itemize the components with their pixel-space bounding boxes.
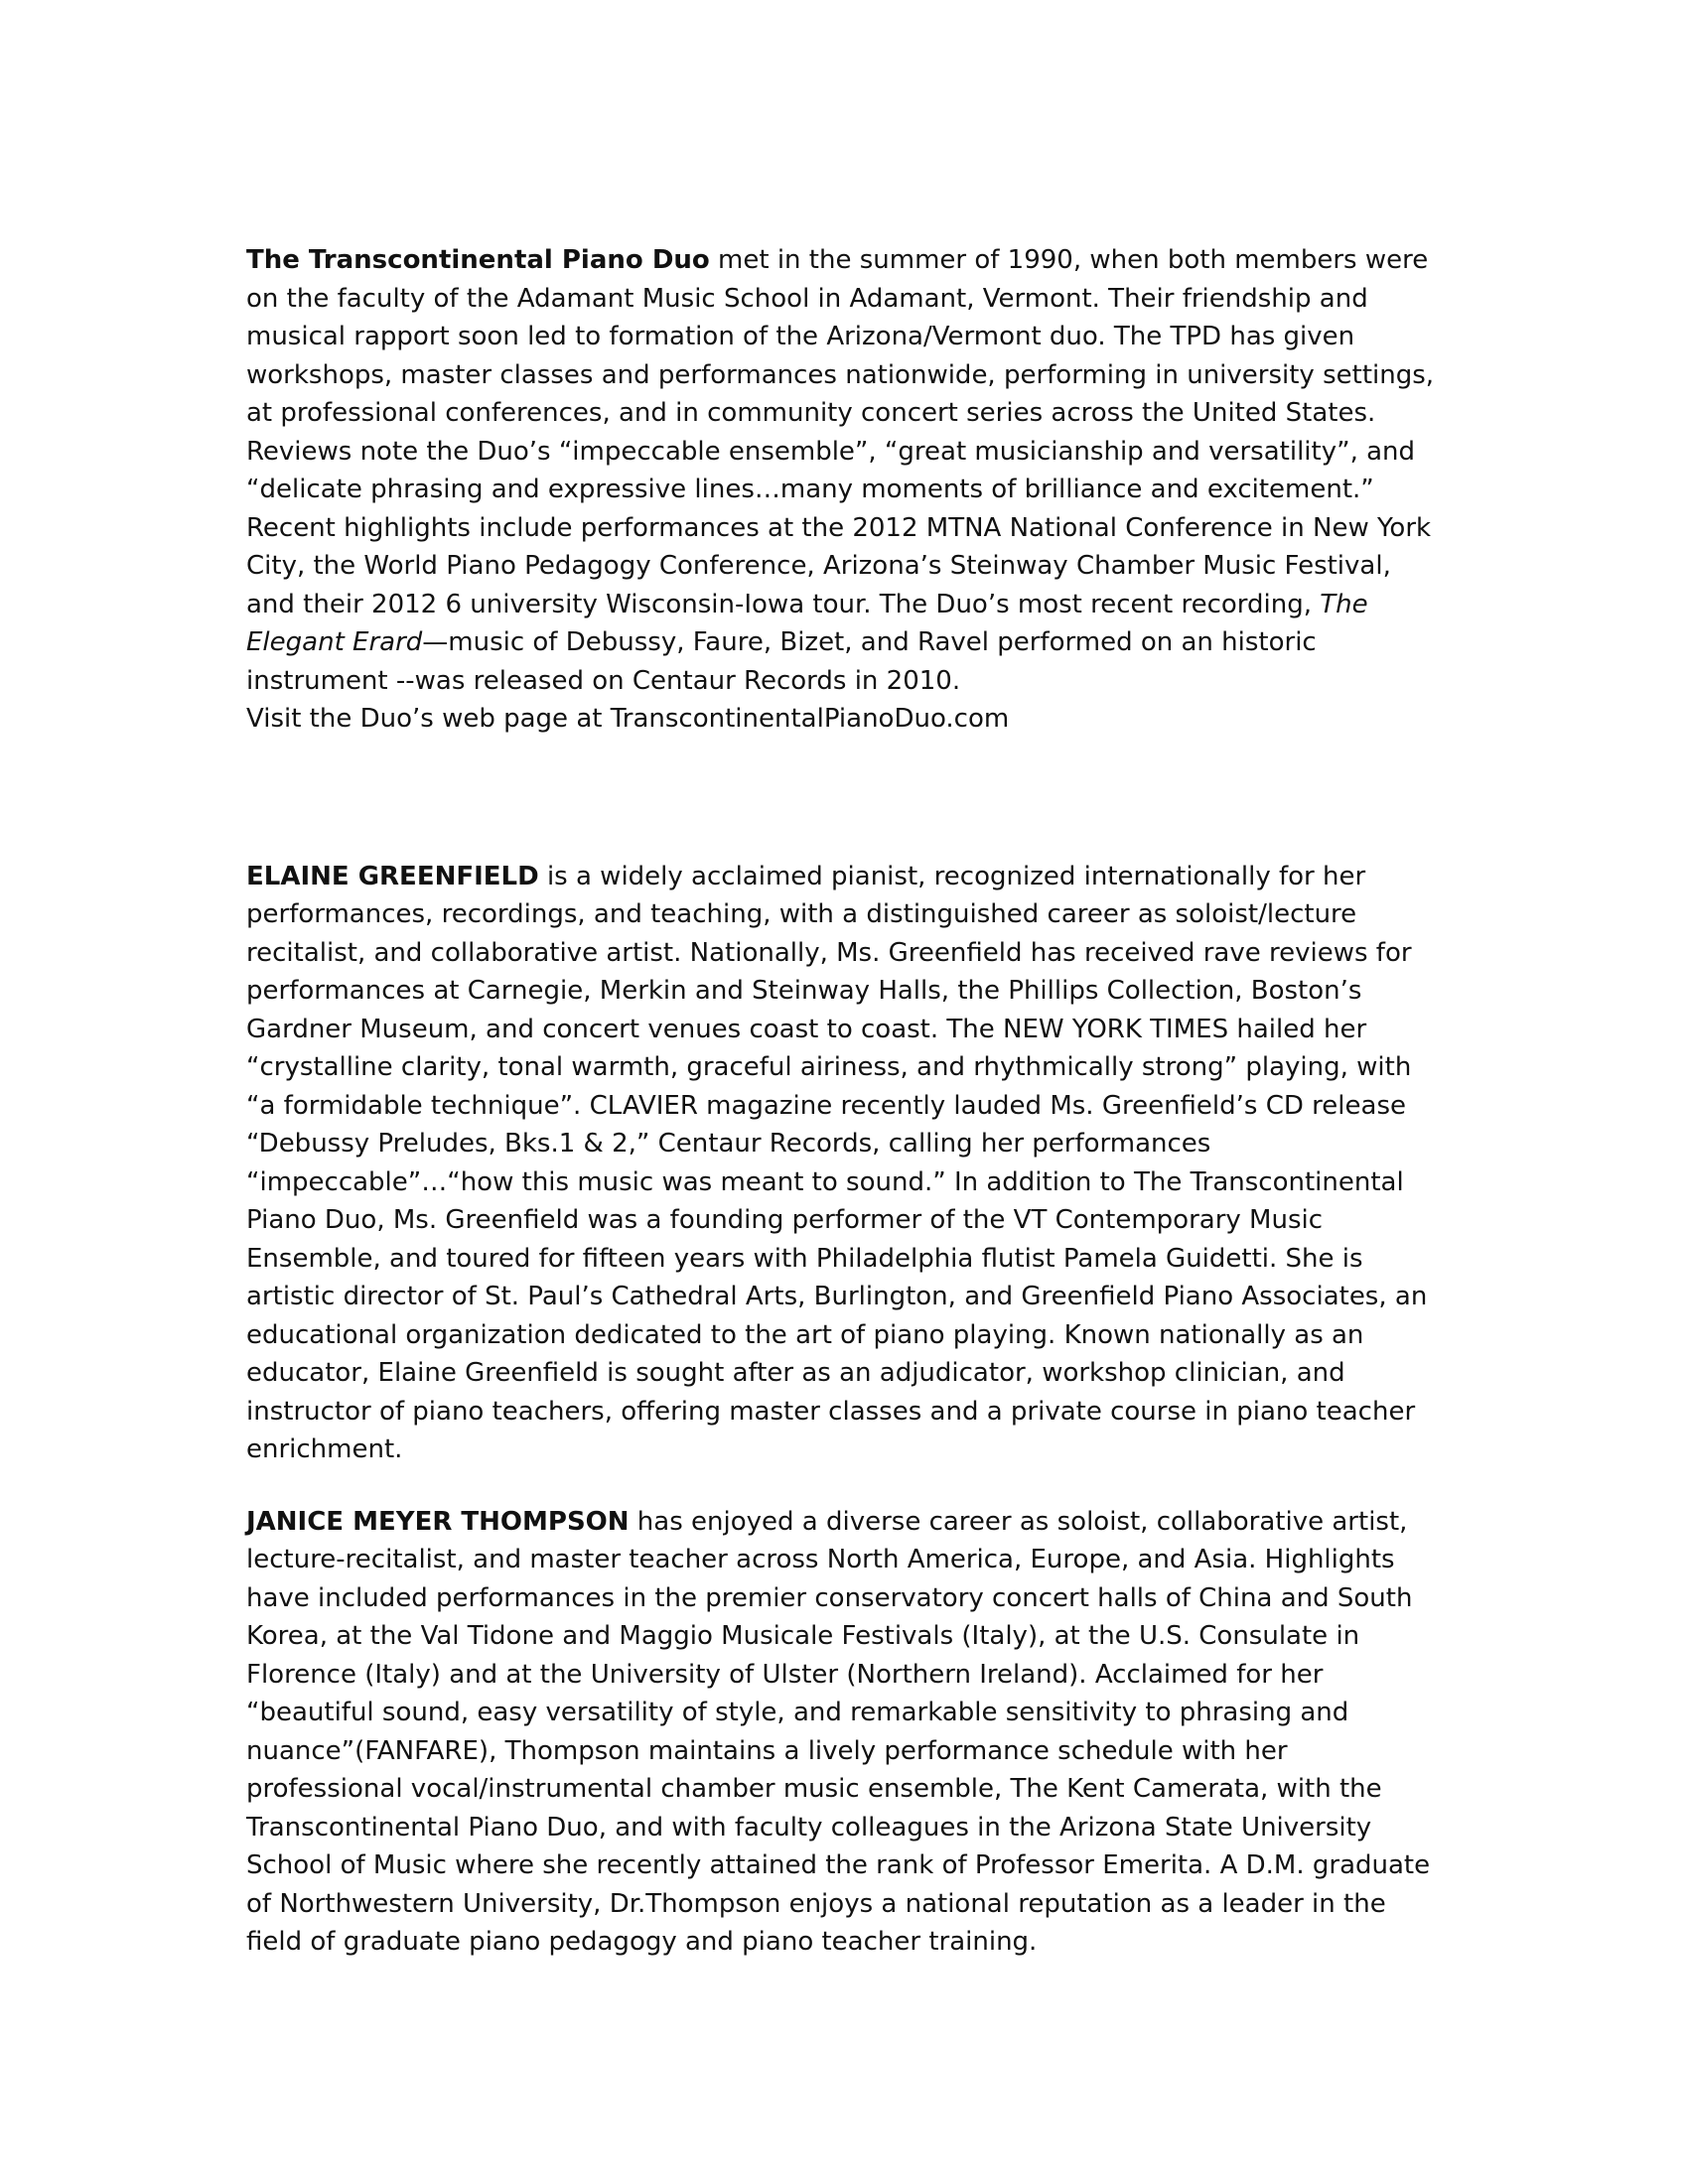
duo-bio-text: met in the summer of 1990, when both members were on the faculty of the Adamant Music School in Adamant, Vermont. Their friendship and musical rapport soon led to formation of the Arizona/Vermont duo. The TPD has given workshops, master classes and performances nationwide, performing in university settings, at professional conferences, and in community concert series across the United States. Reviews note the Duo’s “impeccable ensemble”, “great musicianship and versatility”, and “delicate phrasing and expressive lines…many moments of brilliance and excitement.” Recent highlights include performances at the 2012 MTNA National Conference in New York City, the World Piano Pedagogy Conference, Arizona’s Steinway Chamber Music Festival, and their 2012 6 university Wisconsin-Iowa tour. The Duo’s most recent recording, bbox=[246, 245, 1435, 619]
section-spacer bbox=[246, 739, 1438, 858]
thompson-bio-text: has enjoyed a diverse career as soloist, collaborative artist, lecture-recitalist, and master teacher across North America, Europe, and Asia. Highlights have included performances in the premier conservatory concert halls of China and South Korea, at the Val Tidone and Maggio Musicale Festivals (Italy), at the U.S. Consulate in Florence (Italy) and at the University of Ulster (Northern Ireland). Acclaimed for her “beautiful sound, easy versatility of style, and remarkable sensitivity to phrasing and nuance”(FANFARE), Thompson maintains a lively performance schedule with her professional vocal/instrumental chamber music ensemble, The Kent Camerata, with the Transcontinental Piano Duo, and with faculty colleagues in the Arizona State University School of Music where she recently attained the rank of Professor Emerita. A D.M. graduate of Northwestern University, Dr.Thompson enjoys a national reputation as a leader in the field of graduate piano pedagogy and piano teacher training. bbox=[246, 1506, 1431, 1957]
greenfield-bio-text: is a widely acclaimed pianist, recognized internationally for her performances, recordings, and teaching, with a distinguished career as soloist/lecture recitalist, and collaborative artist. Nationally, Ms. Greenfield has received rave reviews for performances at Carnegie, Merkin and Steinway Halls, the Phillips Collection, Boston’s Gardner Museum, and concert venues coast to coast. The NEW YORK TIMES hailed her “crystalline clarity, tonal warmth, graceful airiness, and rhythmically strong” playing, with “a formidable technique”. CLAVIER magazine recently lauded Ms. Greenfield’s CD release “Debussy Preludes, Bks.1 & 2,” Centaur Records, calling her performances “impeccable”…“how this music was meant to sound.” In addition to The Transcontinental Piano Duo, Ms. Greenfield was a founding performer of the VT Contemporary Music Ensemble, and toured for fifteen years with Philadelphia flutist Pamela Guidetti. She is artistic director of St. Paul’s Cathedral Arts, Burlington, and Greenfield Piano Associates, an educational organization dedicated to the art of piano playing. Known nationally as an educator, Elaine Greenfield is sought after as an adjudicator, workshop clinician, and instructor of piano teachers, offering master classes and a private course in piano teacher enrichment. bbox=[246, 861, 1428, 1464]
duo-bio-text-end: —music of Debussy, Faure, Bizet, and Ravel performed on an historic instrument --was released on Centaur Records in 2010. bbox=[246, 627, 1317, 696]
thompson-name: JANICE MEYER THOMPSON bbox=[246, 1506, 630, 1537]
paragraph-spacer bbox=[246, 1469, 1438, 1503]
duo-web-line: Visit the Duo’s web page at TranscontinentalPianoDuo.com bbox=[246, 704, 1010, 734]
thompson-bio-paragraph bbox=[246, 1503, 1438, 1962]
greenfield-name: ELAINE GREENFIELD bbox=[246, 861, 539, 891]
duo-name: The Transcontinental Piano Duo bbox=[246, 245, 710, 275]
duo-bio-paragraph bbox=[246, 241, 1438, 700]
greenfield-bio-paragraph bbox=[246, 858, 1438, 1469]
recording-title: The Elegant Erard bbox=[246, 589, 1368, 657]
document-page bbox=[246, 241, 1438, 1962]
